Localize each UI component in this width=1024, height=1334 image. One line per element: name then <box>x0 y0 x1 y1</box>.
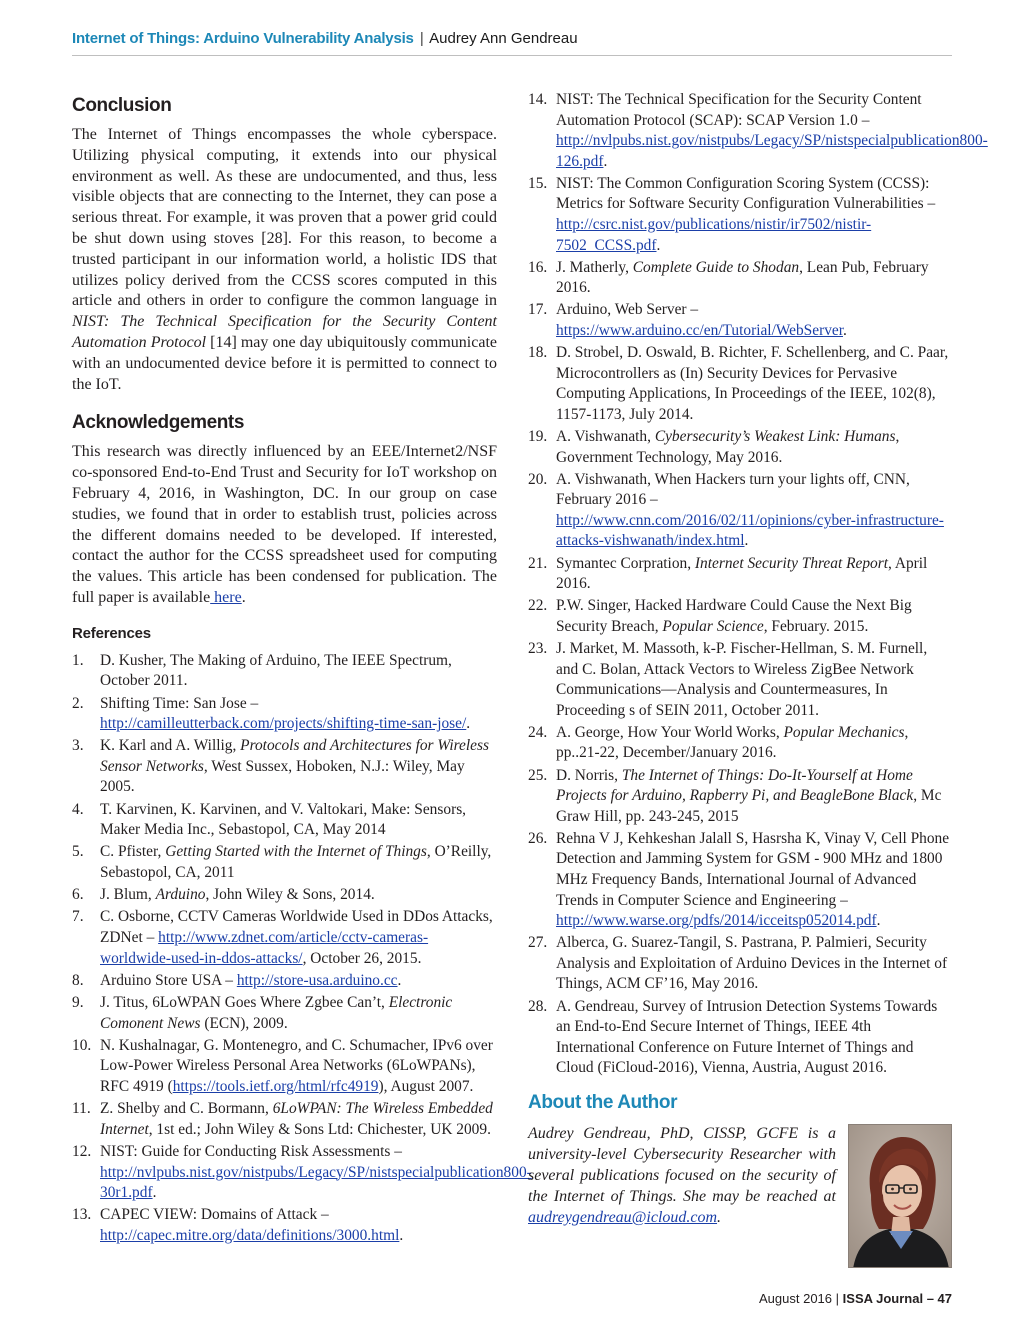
reference-text-end: , Government Technology, May 2016. <box>556 428 900 466</box>
reference-text: D. Strobel, D. Oswald, B. Richter, F. Schellenberg, and C. Paar, Microcontrollers as (In) Security Devices for Pervasive Computing Applications, In Proceedings of the IEEE, 102(8), 1157-1173, July 2014. <box>556 344 949 423</box>
issue-date: August 2016 <box>759 1291 833 1306</box>
reference-text-end: . <box>603 152 608 170</box>
footer-separator: | <box>835 1291 840 1306</box>
reference-number: 28. <box>528 997 548 1015</box>
reference-item <box>72 1099 497 1140</box>
reference-text-end: , October 26, 2015. <box>302 949 422 967</box>
reference-link[interactable]: http://capec.mitre.org/data/definitions/3000.html <box>100 1226 400 1244</box>
reference-text-end: , February. 2015. <box>763 617 869 635</box>
reference-number: 1. <box>72 651 84 669</box>
reference-number: 11. <box>72 1100 91 1118</box>
reference-text-end: , West Sussex, Hoboken, N.J.: Wiley, May 2005. <box>100 757 465 796</box>
author-photo <box>848 1124 952 1268</box>
reference-text: NIST: Guide for Conducting Risk Assessments – <box>100 1142 402 1160</box>
reference-item <box>72 651 497 692</box>
reference-italic-title: The Internet of Things: Do-It-Yourself at Home Projects for Arduino, Rapberry Pi, and BeagleBone Black <box>556 766 914 805</box>
reference-text-end: . <box>656 236 661 254</box>
reference-italic-title: Internet Security Threat Report <box>694 554 888 572</box>
reference-italic-title: Getting Started with the Internet of Things <box>165 843 427 861</box>
reference-number: 21. <box>528 554 548 572</box>
conclusion-italic-title: NIST: The Technical Specification for the Security Content Automation Protocol <box>72 313 497 351</box>
reference-text: NIST: The Technical Specification for the Security Content Automation Protocol (SCAP): SCAP Version 1.0 – <box>556 91 922 129</box>
about-author-block <box>528 1123 952 1228</box>
reference-item <box>72 842 497 883</box>
reference-text-end: . <box>744 532 749 550</box>
reference-text: J. Blum, <box>100 886 156 904</box>
right-column <box>528 90 988 1228</box>
reference-text-end: . <box>397 971 402 989</box>
about-author-heading: About the Author <box>528 1091 678 1113</box>
reference-italic-title: Electronic Comonent News <box>100 993 453 1032</box>
reference-text-end: . <box>466 715 471 733</box>
reference-italic-title: Cybersecurity’s Weakest Link: Humans <box>654 428 896 445</box>
reference-link[interactable]: https://www.arduino.cc/en/Tutorial/WebServer <box>556 322 844 340</box>
reference-text-end: , April 2016. <box>556 554 928 593</box>
reference-number: 4. <box>72 800 84 818</box>
acknowledgements-text: This research was directly influenced by an EEE/Internet2/NSF co-sponsored End-to-End Trust and Security for IoT workshop on February 4, 2016, in Washington, DC. In our group on case studies, we found that in order to establish trust, policies across the different domains needed to be developed. If interested, contact the author for the CCSS spreadsheet used for computing the values. This article has been condensed for publication. The full paper is available <box>72 443 497 606</box>
reference-text: J. Market, M. Massoth, k-P. Fischer-Hellman, S. M. Furnell, and C. Bolan, Attack Vectors to Wireless ZigBee Network Communications—Analysis and Countermeasures, In Proceeding s of SEIN 2011, October 2011. <box>556 639 928 719</box>
left-column <box>72 90 532 1248</box>
header-separator: | <box>419 30 424 47</box>
reference-text: Rehna V J, Kehkeshan Jalall S, Hasrsha K, Vinay V, Cell Phone Detection and Jamming System for GSM - 900 MHz and 1800 MHz Frequency Bands, International Journal of Advanced Trends in Computer Science and Engineering – <box>556 829 950 909</box>
reference-item <box>72 1142 532 1204</box>
reference-number: 7. <box>72 908 84 926</box>
author-bio-text: Audrey Gendreau, PhD, CISSP, GCFE is a university-level Cybersecurity Researcher with several publications focused on the security of the Internet of Things. She may be reached at <box>528 1124 836 1205</box>
reference-text: Shifting Time: San Jose – <box>100 694 259 712</box>
reference-text-end: ), August 2007. <box>378 1077 474 1095</box>
reference-text: N. Kushalnagar, G. Montenegro, and C. Schumacher, IPv6 over Low-Power Wireless Personal Area Networks (6LoWPANs), RFC 4919 ( <box>100 1036 493 1095</box>
reference-item <box>72 885 497 906</box>
reference-number: 26. <box>528 829 548 847</box>
journal-page-number: ISSA Journal – 47 <box>842 1291 952 1306</box>
reference-item <box>528 723 952 764</box>
reference-text: P.W. Singer, Hacked Hardware Could Cause the Next Big Security Breach, <box>556 597 912 635</box>
reference-italic-title: Popular Science <box>662 617 764 635</box>
reference-item <box>528 997 952 1079</box>
reference-text-end: . <box>152 1184 157 1202</box>
reference-item <box>528 766 952 828</box>
reference-number: 9. <box>72 993 84 1011</box>
reference-italic-title: Protocols and Architectures for Wireless Sensor Networks <box>100 737 489 775</box>
reference-text: Alberca, G. Suarez-Tangil, S. Pastrana, P. Palmieri, Security Analysis and Exploitation of Arduino Devices in the Internet of Things, ACM CF’16, May 2016. <box>556 934 948 993</box>
reference-item <box>72 1036 497 1098</box>
reference-number: 20. <box>528 470 548 488</box>
reference-text: CAPEC VIEW: Domains of Attack – <box>100 1206 329 1224</box>
reference-text: Arduino Store USA – <box>100 971 237 989</box>
acknowledgements-paragraph <box>72 442 497 608</box>
reference-number: 19. <box>528 428 548 445</box>
reference-number: 27. <box>528 934 548 952</box>
reference-item <box>528 300 952 341</box>
reference-text: A. Vishwanath, <box>556 428 655 445</box>
reference-number: 25. <box>528 766 548 784</box>
reference-text: A. George, How Your World Works, <box>556 723 784 741</box>
reference-item <box>528 933 952 995</box>
reference-italic-title: 6LoWPAN: The Wireless Embedded Internet <box>100 1100 493 1138</box>
reference-link[interactable]: http://www.zdnet.com/article/cctv-cameras-worldwide-used-in-ddos-attacks/ <box>100 929 429 967</box>
reference-number: 15. <box>528 174 548 192</box>
reference-text-end: . <box>843 322 847 340</box>
reference-item <box>528 343 952 425</box>
reference-item <box>528 174 952 256</box>
reference-number: 3. <box>72 737 84 755</box>
reference-number: 8. <box>72 971 84 989</box>
reference-text: D. Norris, <box>556 766 622 784</box>
reference-number: 16. <box>528 258 548 276</box>
reference-text: Z. Shelby and C. Bormann, <box>100 1100 273 1118</box>
references-list-left <box>72 651 532 1247</box>
reference-item <box>528 90 988 172</box>
author-email-link[interactable]: audreygendreau@icloud.com <box>528 1208 718 1226</box>
journal-article-title: Internet of Things: Arduino Vulnerability Analysis <box>72 30 414 47</box>
reference-text-end: , Mc Graw Hill, pp. 243-245, 2015 <box>556 787 942 825</box>
reference-link[interactable]: http://nvlpubs.nist.gov/nistpubs/Legacy/SP/nistspecialpublication800-126.pdf <box>556 132 988 170</box>
reference-number: 13. <box>72 1206 92 1224</box>
reference-item <box>528 470 952 552</box>
reference-text-end: , pp..21-22, December/January 2016. <box>556 723 909 762</box>
reference-number: 2. <box>72 694 84 712</box>
reference-item <box>528 639 952 721</box>
reference-text-end: , 1st ed.; John Wiley & Sons Ltd: Chichester, UK 2009. <box>148 1120 491 1138</box>
reference-number: 22. <box>528 597 548 615</box>
reference-text-end: , Lean Pub, February 2016. <box>556 258 929 297</box>
references-heading: References <box>72 624 151 642</box>
reference-link[interactable]: http://www.warse.org/pdfs/2014/icceitsp052014.pdf <box>556 912 877 930</box>
reference-text: A. Vishwanath, When Hackers turn your lights off, CNN, February 2016 – <box>556 470 910 509</box>
reference-item <box>72 1205 497 1246</box>
acknowledgements-text-end: . <box>241 588 246 606</box>
author-bio <box>528 1123 836 1228</box>
reference-number: 18. <box>528 344 548 362</box>
reference-text: J. Matherly, <box>556 258 633 276</box>
author-bio-end: . <box>717 1208 722 1226</box>
reference-italic-title: Arduino <box>155 886 206 904</box>
reference-number: 12. <box>72 1142 92 1160</box>
reference-item <box>72 907 497 969</box>
reference-text: C. Pfister, <box>100 843 166 861</box>
conclusion-paragraph <box>72 125 497 395</box>
reference-text: K. Karl and A. Willig, <box>100 737 241 755</box>
full-paper-link[interactable]: here <box>210 588 242 606</box>
reference-text: Arduino, Web Server – <box>556 301 699 319</box>
reference-item <box>72 800 497 841</box>
reference-text: J. Titus, 6LoWPAN Goes Where Zgbee Can’t, <box>100 993 389 1011</box>
reference-text: C. Osborne, CCTV Cameras Worldwide Used in DDos Attacks, ZDNet – <box>100 908 493 947</box>
author-portrait-illustration <box>849 1125 952 1268</box>
acknowledgements-heading: Acknowledgements <box>72 412 245 434</box>
reference-text-end: , John Wiley & Sons, 2014. <box>205 886 375 904</box>
reference-text-end: . <box>399 1226 404 1244</box>
reference-link[interactable]: http://www.cnn.com/2016/02/11/opinions/cyber-infrastructure-attacks-vishwanath/index.html <box>556 511 944 550</box>
reference-number: 14. <box>528 91 548 108</box>
reference-link[interactable]: https://tools.ietf.org/html/rfc4919 <box>172 1077 379 1095</box>
reference-text: Symantec Corpration, <box>556 554 695 572</box>
reference-text-end: . <box>876 912 881 930</box>
reference-number: 23. <box>528 639 548 657</box>
conclusion-heading: Conclusion <box>72 95 172 116</box>
reference-number: 24. <box>528 723 548 741</box>
reference-italic-title: Complete Guide to Shodan <box>632 258 800 276</box>
header-rule <box>72 55 952 56</box>
reference-item <box>528 596 952 637</box>
conclusion-text: The Internet of Things encompasses the whole cyberspace. Utilizing physical computing, it extends into our physical environment as well. As these are undocumented, and thus, less visible objects that are connecting to the Internet, they can pose a serious threat. For example, it was proven that a power grid could be shut down using stoves [28]. For this reason, to become a trusted participant in our information world, a holistic IDS that utilizes policy derived from the CCSS scores computed in this article and others in order to configure the common language in <box>72 126 497 310</box>
reference-item <box>528 427 952 468</box>
reference-item <box>528 258 952 299</box>
reference-text: T. Karvinen, K. Karvinen, and V. Valtokari, Make: Sensors, Maker Media Inc., Sebastopol, CA, May 2014 <box>100 800 467 839</box>
reference-item <box>72 993 497 1034</box>
header-author: Audrey Ann Gendreau <box>429 30 578 47</box>
reference-number: 17. <box>528 301 548 319</box>
reference-text-end: , O’Reilly, Sebastopol, CA, 2011 <box>100 843 492 882</box>
conclusion-text-end: [14] may one day ubiquitously communicate with an undocumented device before it is permitted to connect to the IoT. <box>72 333 497 393</box>
reference-italic-title: Popular Mechanics <box>783 723 905 741</box>
reference-text: NIST: The Common Configuration Scoring System (CCSS): Metrics for Software Security Configuration Vulnerabilities – <box>556 174 936 213</box>
references-list-right <box>528 90 988 1079</box>
reference-link[interactable]: http://camilleutterback.com/projects/shifting-time-san-jose/ <box>100 715 467 733</box>
reference-link[interactable]: http://nvlpubs.nist.gov/nistpubs/Legacy/SP/nistspecialpublication800-30r1.pdf <box>100 1163 532 1202</box>
reference-text: A. Gendreau, Survey of Intrusion Detection Systems Towards an End-to-End Secure Internet of Things, IEEE 4th International Conference on Future Internet of Things and Cloud (FiCloud-2016), Vienna, Austria, August 2016. <box>556 997 938 1077</box>
reference-item <box>528 554 952 595</box>
reference-number: 10. <box>72 1036 92 1054</box>
reference-item <box>528 829 952 932</box>
reference-number: 6. <box>72 886 84 904</box>
reference-item <box>72 971 497 992</box>
reference-text-end: (ECN), 2009. <box>200 1014 288 1032</box>
reference-item <box>72 736 497 798</box>
reference-number: 5. <box>72 843 84 861</box>
running-head <box>72 29 952 49</box>
reference-text: D. Kusher, The Making of Arduino, The IEEE Spectrum, October 2011. <box>100 651 452 690</box>
reference-link[interactable]: http://csrc.nist.gov/publications/nistir/ir7502/nistir-7502_CCSS.pdf <box>556 216 872 254</box>
reference-link[interactable]: http://store-usa.arduino.cc <box>236 971 398 989</box>
reference-item <box>72 694 497 735</box>
page-footer <box>759 1291 952 1307</box>
